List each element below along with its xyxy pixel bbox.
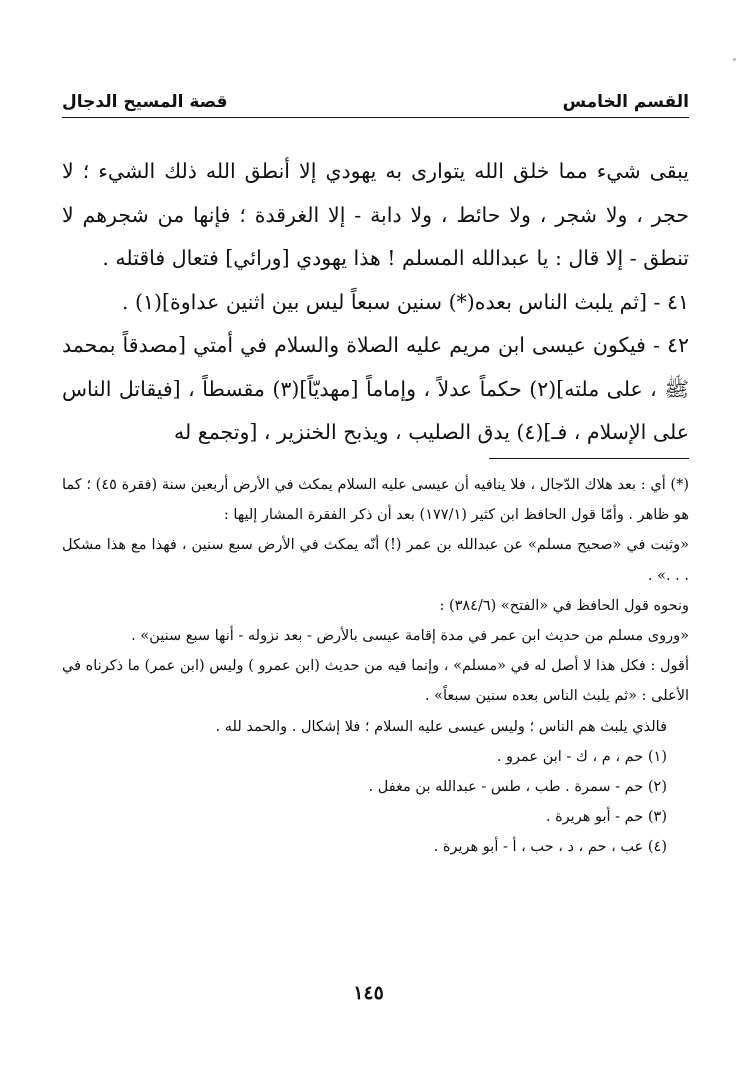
header-chapter-title: قصة المسيح الدجال bbox=[62, 92, 228, 112]
footnote-author-comment: أقول : فكل هذا لا أصل له في «مسلم» ، وإنما فيه من حديث (ابن عمرو ) وليس (ابن عمر) ما ذكرناه في الأعلى : «ثم يلبث الناس بعده سنين سبعاً» . bbox=[62, 658, 689, 705]
footnote-ref-4: (٤) عب ، حم ، د ، حب ، أ - أبو هريرة . bbox=[433, 839, 667, 856]
scan-speck bbox=[733, 58, 736, 61]
footnotes bbox=[62, 470, 689, 863]
footnote-quote-ibn-kathir: «وثبت في «صحيح مسلم» عن عبدالله بن عمر (!) أنّه يمكث في الأرض سبع سنين ، فهذا مع هذا مشكل . . .» . bbox=[62, 537, 689, 584]
main-text bbox=[62, 150, 689, 455]
footnote-line: ونحوه قول الحافظ في «الفتح» (٣٨٤/٦) : bbox=[439, 597, 689, 614]
footnote-divider bbox=[489, 458, 689, 459]
footnote-ref-3: (٣) حم - أبو هريرة . bbox=[545, 809, 667, 826]
footnote-quote-fath: «وروى مسلم من حديث ابن عمر في مدة إقامة عيسى بالأرض - بعد نزوله - أنها سبع سنين» . bbox=[131, 628, 689, 645]
footnote-ref-2: (٢) حم - سمرة . طب ، طس - عبدالله بن مغفل . bbox=[368, 779, 667, 796]
body-paragraph-42: ٤٢ - فيكون عيسى ابن مريم عليه الصلاة والسلام في أمتي [مصدقاً بمحمد ﷺ ، على ملته](٢) حكماً عدلاً ، وإماماً [مهديّاً](٣) مقسطاً ، [فيقاتل الناس على الإسلام ، فـ](٤) يدق الصليب ، ويذبح الخنزير ، [وتجمع له bbox=[62, 333, 690, 444]
header-divider bbox=[62, 117, 689, 118]
body-paragraph-continuation: يبقى شيء مما خلق الله يتوارى به يهودي إلا أنطق الله ذلك الشيء ؛ لا حجر ، ولا شجر ، ولا حائط ، ولا دابة - إلا الغرقدة ؛ فإنها من شجرهم لا تنطق - إلا قال : يا عبدالله المسلم ! هذا يهودي [ورائي] فتعال فاقتله . bbox=[62, 159, 689, 270]
footnote-conclusion: فالذي يلبث هم الناس ؛ وليس عيسى عليه السلام ؛ فلا إشكال . والحمد لله . bbox=[215, 718, 667, 735]
header-section-label: القسم الخامس bbox=[562, 92, 689, 112]
footnote-star: (*) أي : بعد هلاك الدّجال ، فلا ينافيه أن عيسى عليه السلام يمكث في الأرض أربعين سنة (فقرة ٤٥) ؛ كما هو ظاهر . وأمّا قول الحافظ ابن كثير (١٧٧/١) بعد أن ذكر الفقرة المشار إليها : bbox=[62, 477, 689, 524]
footnote-ref-1: (١) حم ، م ، ك - ابن عمرو . bbox=[496, 748, 667, 765]
page-number: ١٤٥ bbox=[353, 982, 384, 1004]
body-paragraph-41: ٤١ - [ثم يلبث الناس بعده(*) سنين سبعاً ليس بين اثنين عداوة](١) . bbox=[122, 289, 689, 314]
running-header bbox=[62, 78, 689, 112]
